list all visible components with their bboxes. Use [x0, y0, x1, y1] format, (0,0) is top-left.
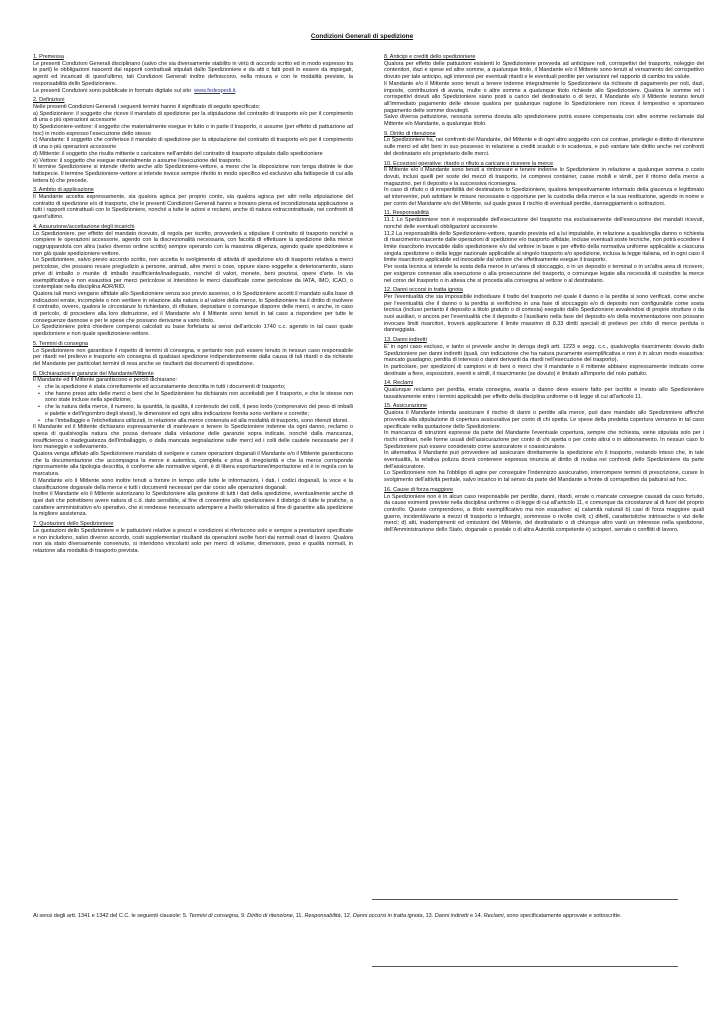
- left-column: [33, 54, 353, 884]
- paragraph: Per sosta tecnica si intende la sosta della merce in un'area di stoccaggio, o in un deposito o terminal o in un'altra area di ricovero, per esigenze connesse alla esecuzione o alla prosecuzione del trasporto, o comunque legate alla necessità di custodire la merce nel corso del trasporto o in attesa che si proceda alla consegna al vettore o al destinatario.: [384, 264, 704, 284]
- paragraph: Inoltre il Mandante e/o il Mittente autorizzano lo Spedizioniere alla gestione di tutti i dati della spedizione, eventualmente anche di quei dati che potrebbero avere natura di c.d. dato sensibile, al fine di consentire allo spedizioniere il disbrigo di tutte le pratiche, a carattere amministrativo e/o operativo, che si rendesse necessario adempiere a livello telematico al fine di garantire alla spedizione la migliore assistenza.: [33, 491, 353, 518]
- section-heading: 8. Anticipi e crediti dello spedizioniere: [384, 54, 476, 60]
- definition-b: b) Spedizioniere-vettore: il soggetto che materialmente esegue in tutto o in parte il trasporto, o assume (per effetto di pattuizione ad hoc) in modo espresso l'esecuzione dello stesso: [33, 124, 353, 137]
- footer-text: , sono specificatamente approvate e sottoscritte.: [503, 913, 622, 919]
- section-heading: 11. Responsabilità: [384, 210, 429, 217]
- section-forza-maggiore: [384, 487, 704, 534]
- definition-d: d) Mittente: il soggetto che risulta mittente o caricatore nell'ambito del contratto di trasporto stipulato dallo spedizioniere: [33, 150, 323, 157]
- section-danni-indiretti: [384, 337, 704, 377]
- paragraph: In alternativa il Mandante può provvedere ad assicurare direttamente la spedizione e/o il trasporto, restando inteso che, in tale eventualità, la relativa polizza dovrà contenere espressa rinuncia al diritto di rivalsa nei confronti dello Spedizioniere da parte dell'assicuratore.: [384, 450, 704, 470]
- footer-approval-clause: [33, 913, 693, 920]
- paragraph: Le presenti Condizioni Generali disciplinano (salvo che sia diversamente stabilito in virtù di accordo scritto ed in modo espresso tra le parti) le obbligazioni nascenti dai rapporti contrattuali stipulati dallo Spedizioniere e da atti o fatti posti in essere da impiegati, agenti ed incaricati di quest'ultimo; tali Condizioni Generali inoltre definiscono, nella misura e con le modalità previste, la responsabilità dello Spedizioniere.: [33, 60, 353, 87]
- paragraph: Lo Spedizioniere potrà chiedere compensi calcolati su base forfetaria ai sensi dell'articolo 1740 c.c. agendo in tal caso quale spedizioniere e non quale spedizioniere-vettore.: [33, 324, 353, 338]
- section-dichiarazioni: [33, 371, 353, 518]
- section-reclami: [384, 380, 704, 400]
- section-tratta-ignota: [384, 287, 704, 334]
- footer-text: Ai sensi degli artt. 1341 e 1342 del C.C. le seguenti clausole: 5.: [33, 913, 189, 919]
- bullet-item: [33, 404, 353, 417]
- paragraph: 11.1 Lo Spedizioniere non è responsabile dell'esecuzione del trasporto ma esclusivamente dell'esecuzione dei mandati ricevuti, nonché delle eventuali obbligazioni accessorie.: [384, 217, 704, 230]
- paragraph: Nelle presenti Condizioni Generali i seguenti termini hanno il significato di seguito specificato:: [33, 103, 261, 110]
- paragraph: Il Mittente e/o il Mandante sono tenuti a rimborsare e tenere indenne lo Spedizioniere in relazione a qualunque somma o costo dovuti, inclusi quelli per soste dei mezzi di trasporto, ivi compresi container, casse mobili e simili, per il ritorno della merce a magazzino, per il deposito e la successiva riconsegna.: [384, 167, 704, 187]
- section-heading: 1. Premessa: [33, 54, 64, 60]
- section-heading: 9. Diritto di ritenzione: [384, 130, 436, 137]
- bullet-text: che la natura della merce, il numero, la quantità, la qualità, il contenuto dei colli, il peso lordo (comprensivo del peso di imballi e palette e dell'ingombro degli stessi), le dimensioni ed ogni altra indicazione fornita sono veritiere e corrette;: [45, 404, 353, 417]
- paragraph: Qualora il Mandante intenda assicurare il rischio di danni o perdite alla merce, può dare mandato allo Spedizioniere affinché provveda alla stipulazione di copertura assicurativa per conto di chi spetta. Le spese della predetta copertura verranno in tal caso specificate nella quotazione dello Spedizioniere.: [384, 410, 704, 430]
- section-heading: 12. Danni occorsi in tratta ignota: [384, 287, 463, 294]
- paragraph: In caso di rifiuto o di irreperibilità del destinatario lo Spedizioniere, qualora tempestivamente informato della giacenza e legittimato ad intervenire, può adottare le misure necessarie o opportune per la custodia della merce e la sua restituzione, agendo in nome e per conto del Mandante e/o del Mittente, sul quale grava il rischio di eventuali perdite, danneggiamenti o sottrazioni.: [384, 187, 704, 207]
- paragraph: Lo Spedizioniere, salvo previo accordo scritto, non accetta lo svolgimento di attività di spedizione e/o di trasporto relativa a merci pericolose, che possano recare pregiudizio a persone, animali, altre merci o cose, oppure siano soggette a deterioramento, siano prive di imballo o munite di imballo insufficiente/inadeguato, nonché di valori, monete, beni preziosi, opere d'arte. In via esemplificativa e non esaustiva per merci pericolose si intendono le merci classificate come pericolose da IATA, IMO, ICAO, o contemplate nella disciplina ADR/RID.: [33, 257, 353, 291]
- paragraph: Qualora per effetto delle pattuizioni esistenti lo Spedizioniere provveda ad anticipare noli, corrispettivi del trasporto, noleggio dei contenitori, dazi e spese ed altre somme, a qualunque titolo, il Mandante e/o il Mittente sono tenuti al versamento del corrispettivo dovuto per tale anticipo, agli interessi per eventuali ritardi e le eventuali perdite per variazioni nel rapporto di cambio tra valute.: [384, 60, 704, 81]
- paragraph: Lo Spedizioniere, per effetto del mandato ricevuto, di regola per iscritto, provvederà a stipulare il contratto di trasporto nonché a compiere le operazioni accessorie, agendo con la discrezionalità necessaria, con facoltà di effettuare la spedizione della merce raggruppandola con altra (salvo diverso ordine scritto) sempre operando con la massima diligenza, agendo quale spedizioniere e non già quale spedizioniere-vettore.: [33, 230, 353, 257]
- section-anticipi: [384, 54, 704, 128]
- section-heading: 15. Assicurazione: [384, 403, 428, 410]
- paragraph: Il Mandante ed il Mittente garantiscono e perciò dichiarano:: [33, 377, 178, 384]
- paragraph: Qualora tali merci vengano affidate allo Spedizioniere senza suo previo assenso, o lo Spedizioniere accetti il mandato sulla base di indicazioni errate, incomplete o non veritiere in relazione alla natura o al valore della merce, lo Spedizioniere ha il diritto di risolvere il contratto, ovvero, qualora le circostanze lo richiedano, di rifiutare, depositare o comunque disporre delle merci, o anche, in caso di pericolo, di procedere alla loro distruzione, ed il Mandante e/o il Mittente sono tenuti in tal caso a rispondere per tutte le conseguenze dannose e per le spese che possano derivarne a vario titolo.: [33, 290, 353, 324]
- clause-title: Danni indiretti: [434, 913, 469, 919]
- section-heading: 2. Definizioni: [33, 97, 65, 104]
- bullet-text: che l'imballaggio e l'etichettatura utilizzati, in relazione alla merce contenuta ed alla modalità di trasporto, sono ritenuti idonei.: [45, 417, 349, 424]
- definition-c: c) Mandante: il soggetto che conferisce il mandato di spedizione per la stipulazione del contratto di trasporto e/o per il compimento di una o più operazioni accessorie: [33, 137, 353, 151]
- paragraph: Il Mandante e/o il Mittente sono inoltre tenuti a fornire in tempo utile tutte le informazioni, i dati, i codici doganali, la voce e la classificazione doganale della merce e tutti i documenti necessari per dar corso alle operazioni doganali.: [33, 477, 353, 491]
- bullet-item: [33, 391, 353, 404]
- footer-text: , 13.: [422, 913, 435, 919]
- section-heading: 6. Dichiarazioni e garanzie del Mandante/Mittente: [33, 370, 154, 377]
- bullet-icon: •: [38, 390, 40, 397]
- section-heading: 5. Termini di consegna: [33, 340, 88, 347]
- section-heading: 10. Eccezioni operative: ritardo o rifiuto a caricare o ricevere la merce: [384, 160, 554, 167]
- bullet-item: [33, 418, 353, 425]
- section-heading: 13. Danni indiretti: [384, 337, 427, 344]
- section-eccezioni: [384, 161, 704, 208]
- section-heading: 14. Reclami: [384, 380, 414, 387]
- paragraph-with-link: Le presenti Condizioni sono pubblicate in formato digitale sul sito www.fedespedi.it.: [33, 87, 237, 94]
- paragraph: E' in ogni caso escluso, e tanto si prevede anche in deroga degli artt. 1223 e segg. c.c., qualsivoglia risarcimento dovuto dallo Spedizioniere per danni indiretti (quali, con indicazione che ha natura puramente esemplificativa e non è in alcun modo esaustiva: mancato guadagno, perdita di interessi o danni derivanti da ritardi nell'esecuzione del trasporto).: [384, 343, 704, 364]
- paragraph: Le quotazioni dello Spedizioniere e le pattuizioni relative a prezzi e condizioni si riferiscono solo e sempre a prestazioni specificate e non includono, salvo diverso accordo, costi supplementari risultanti da operazioni svolte fuori dai normali orari di lavoro. Qualora non sia stato diversamente convenuto, si intendono vincolanti solo per merci di volume, dimensioni, peso e qualità normali, in relazione alla modalità di trasporto prevista.: [33, 527, 353, 554]
- footer-text: , 12.: [340, 913, 353, 919]
- clause-title: Responsabilità: [304, 913, 341, 919]
- paragraph: Lo Spedizioniere non ha l'obbligo di agire per conseguire l'indennizzo assicurativo, interrompere termini di prescrizione, curare lo svolgimento dell'attività peritale, salvo incarico in tal senso da parte del Mandante a fronte di corrispettivo da pattuirsi ad hoc.: [384, 470, 704, 484]
- paragraph: Lo Spedizioniere ha, nei confronti del Mandante, del Mittente e di ogni altro soggetto con cui contrae, privilegio e diritto di ritenzione sulle merci ed altri beni in suo possesso in relazione a crediti scaduti o in scadenza, e può vantare tale diritto anche nei confronti del destinatario e/o proprietario delle merci.: [384, 137, 704, 157]
- paragraph: Il Mandante e/o il Mittente sono tenuti a tenere indenne integralmente lo Spedizioniere da richieste di pagamento per noli, dazi, imposte, contribuzioni di avaria, multe o altre somme a qualunque titolo richieste allo Spedizioniere. Qualora le somme ed i corrispettivi dovuti allo Spedizioniere siano posti a carico del destinatario o di terzi, il Mandante e/o il Mittente restano tenuti all'immediato pagamento delle stesse qualora per qualunque ragione lo Spedizioniere non riceva il tempestivo e spontaneo pagamento delle somme dovutegli.: [384, 80, 704, 114]
- clause-title: Reclami: [483, 913, 504, 919]
- section-responsabilita: [384, 210, 704, 284]
- section-assicurazione: [384, 403, 704, 483]
- paragraph-text: Le presenti Condizioni sono pubblicate in formato digitale sul sito: [33, 87, 192, 94]
- definition-e: e) Vettore: il soggetto che esegue materialmente o assume l'esecuzione del trasporto.: [33, 157, 242, 164]
- right-column: [384, 54, 704, 854]
- definition-a: a) Spedizioniere: il soggetto che riceve il mandato di spedizione per la stipulazione del contratto di trasporto e/o per il compimento di una o più operazioni accessorie: [33, 110, 353, 124]
- section-heading: 3. Ambito di applicazione: [33, 187, 94, 194]
- paragraph: Il Mandante accetta espressamente, sia qualora agisca per proprio conto, sia qualora agisca per altri nella stipulazione del contratto di spedizione e/o di trasporto, che le presenti Condizioni Generali hanno e trovano piena ed incondizionata applicazione a tutti i rapporti contrattuali con lo Spedizioniere, nonché a tutte le azioni e reclami, anche di natura extracontrattuale, nei confronti di quest'ultimo.: [33, 194, 353, 221]
- footer-text: e 14.: [468, 913, 484, 919]
- signature-line: [372, 966, 678, 967]
- paragraph: Per l'eventualità che sia impossibile individuare il tratto del trasporto nel quale il danno o la perdita si sono verificati, come anche per l'eventualità che il danno o la perdita si verifichino in una fase di stoccaggio e/o di deposito non configurabile come sosta tecnica (incluso pertanto il deposito a titolo gratuito o di cortesia) eseguito dallo Spedizioniere avvalendosi di proprie strutture o da suoi ausiliari, o ancora per l'eventualità che il deposito o l'ausiliario nella fase del deposito e/o della movimentazione non possano invocare limiti risarcitori, troverà applicazione il limite massimo di 8,33 diritti speciali di prelievo per chilo di merce perduta o danneggiata.: [384, 293, 704, 334]
- clause-title: Diritto di ritenzione: [247, 913, 293, 919]
- paragraph: In particolare, per spedizioni di campioni e di beni o merci che il mandante o il mittente abbiano espressamente indicato come destinate a fiere, esposizioni, eventi e simili, il risarcimento (se dovuto) è limitato all'importo del nolo pattuito.: [384, 363, 704, 377]
- paragraph: Lo Spedizioniere non garantisce il rispetto di termini di consegna, e pertanto non può essere tenuto in nessun caso responsabile per ritardi nel prelievo e trasporto e/o consegna di qualsiasi spedizione indipendentemente dalla causa di tali ritardi o da richieste del Mandante per particolari termini di resa anche se risultanti dai documenti di spedizione.: [33, 347, 353, 367]
- bullet-icon: •: [38, 404, 40, 411]
- website-link[interactable]: www.fedespedi.it: [194, 87, 236, 94]
- section-premessa: [33, 54, 353, 94]
- bullet-text: che la spedizione è stata correttamente ed accuratamente descritta in tutti i documenti di trasporto;: [45, 384, 286, 391]
- section-termini: [33, 341, 353, 368]
- signature-line: [372, 899, 678, 900]
- clause-title: Termini di consegna: [188, 913, 238, 919]
- paragraph: Il Mandante ed il Mittente dichiarano espressamente di manlevare e tenere lo Spedizioniere indenne da ogni danno, reclamo o spesa di qualsivoglia natura che possa derivare dalla violazione delle garanzie sopra indicate, nonché dalla mancanza, insufficienza o inadeguatezza dell'imballaggio, o dalla mancata segnalazione sulle merci ed i colli delle cautele necessarie per il loro maneggio e sollevamento.: [33, 424, 353, 451]
- footer-text: , 11.: [292, 913, 305, 919]
- footer-text: , 9.: [237, 913, 248, 919]
- paragraph: Lo Spedizioniere non è in alcun caso responsabile per perdite, danni, ritardi, errate o mancate consegne causati da caso fortuito, da cause esimenti previste nella disciplina uniforme o di legge di cui all'articolo 11, e comunque da circostanze al di fuori del proprio controllo. Queste comprendono, a titolo esemplificativo ma non esaustivo: a) calamità naturali b) casi di forza maggiore quali guerre, incidenti/avarie a mezzi di trasporto o imbarghi, sommosse o rivolte civili; c) difetti, caratteristiche intrinseche o vizi delle merci; d) atti, inadempimenti od omissioni del Mittente, del destinatario o di chiunque altro vanti un interesse nella spedizione, dell'Amministrazione dello Stato, doganale o postale o di altra Autorità competente e) scioperi, serrate o conflitti di lavoro.: [384, 493, 704, 534]
- paragraph: Qualunque reclamo per perdita, errata consegna, avaria o danno deve essere fatto per iscritto e inviato allo Spedizioniere tassativamente entro i termini applicabili per effetto della disciplina uniforme o di legge di cui all'articolo 11.: [384, 387, 704, 400]
- bullet-icon: •: [38, 384, 40, 391]
- bullet-item: [33, 384, 353, 391]
- section-quotazioni: [33, 521, 353, 555]
- bullet-icon: •: [38, 417, 40, 424]
- section-ambito: [33, 187, 353, 221]
- section-heading: 16. Cause di forza maggiore: [384, 486, 454, 493]
- clause-title: Danni occorsi in tratta ignota: [352, 913, 423, 919]
- section-incarichi: [33, 224, 353, 338]
- section-heading: 7. Quotazioni dello Spedizioniere: [33, 521, 114, 528]
- section-heading: 4. Assunzione/accettazione degli incarichi: [33, 223, 135, 230]
- paragraph: Qualora venga affidato allo Spedizioniere mandato di svolgere e curare operazioni doganali il Mandante e/o il Mittente garantiscono che la documentazione che accompagna la merce è autentica, completa e priva di irregolarità e che la merce corrisponde rigorosamente alla tipologia descritta, è conforme alle normative vigenti, è di libera esportazione/importazione ed è in regola con la marcatura.: [33, 451, 353, 478]
- document-title: Condizioni Generali di spedizione: [310, 33, 414, 40]
- section-ritenzione: [384, 131, 704, 158]
- paragraph: Salvo diversa pattuizione, nessuna somma dovuta allo spedizioniere potrà essere compensata con altre somme reclamate dal Mittente e/o Mandante, a qualunque titolo.: [384, 114, 704, 128]
- paragraph: Il termine Spedizioniere si intende riferito anche allo Spedizioniere-vettore, a meno che la disposizione non tenga distinte le due fattispecie. Il termine Spedizioniere-vettore si intende invece sempre riferito in modo specifico ed esclusivo alla fattispecie di cui alla lettera b) che precede.: [33, 164, 353, 184]
- paragraph: In mancanza di istruzioni espresse da parte del Mandante l'eventuale copertura, sempre che richiesta, viene stipulata solo per i rischi ordinari, nelle forme usuali dell'assicurazione per conto di chi spetta o per conto altrui o in abbonamento. In nessun caso lo Spedizioniere può essere considerato come assicuratore o coassicuratore.: [384, 430, 704, 450]
- section-definizioni: [33, 97, 353, 184]
- bullet-text: che hanno preso atto delle merci o beni che lo Spedizioniere ha dichiarato non accettabili per il trasporto, e che le stesse non sono state incluse nella spedizione;: [45, 390, 353, 404]
- paragraph: 11.2 La responsabilità dello Spedizioniere-vettore, quando prevista ed a lui imputabile, in relazione a qualsivoglia danno o richiesta di risarcimento nascente dalle operazioni di spedizione e/o trasporto affidate, incluse eventuali soste tecniche, non potrà eccedere il limite risarcitorio invocabile dallo spedizioniere e/o dal vettore in base e per effetto della normativa uniforme applicabile a ciascuna singola spedizione o della legge nazionale applicabile al singolo trasporto e/o spedizione, inclusa la legge italiana, ed in ogni caso il limite risarcitorio applicabile ed invocabile dal vettore che effettivamente esegue il trasporto.: [384, 230, 704, 264]
